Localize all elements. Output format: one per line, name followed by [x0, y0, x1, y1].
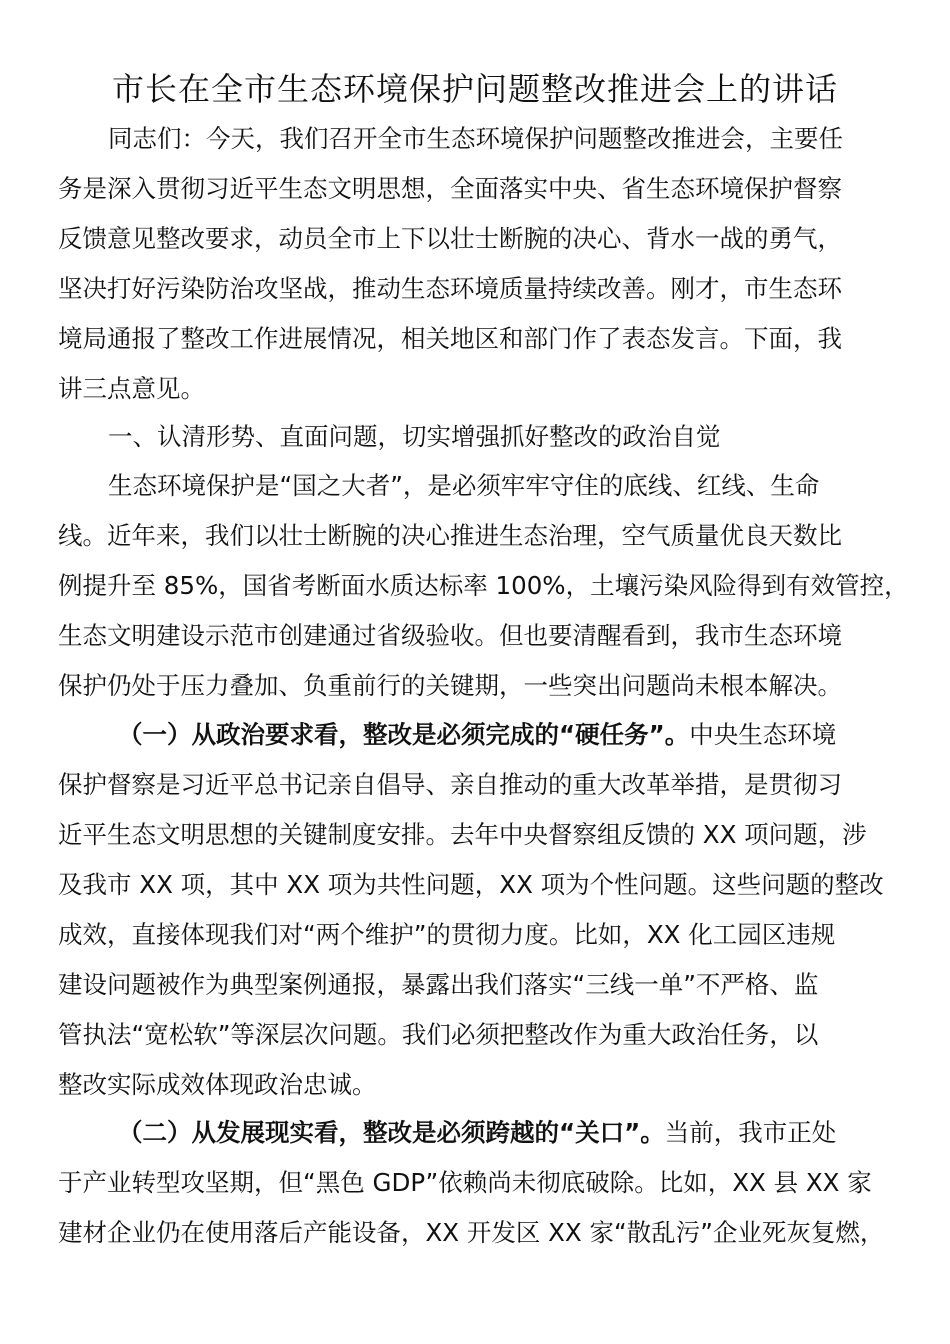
- subheading-line: [118, 1108, 836, 1158]
- subheading-rest: 当前，我市正处: [664, 1118, 837, 1147]
- paragraph-line: 整改实际成效体现政治忠诚。: [58, 1070, 377, 1099]
- subheading-line: [118, 710, 836, 760]
- paragraph-line: 线。近年来，我们以壮士断腕的决心推进生态治理，空气质量优良天数比: [58, 521, 842, 550]
- paragraph-line: 管执法“宽松软”等深层次问题。我们必须把整改作为重大政治任务，以: [58, 1020, 819, 1049]
- paragraph-line: 生态环境保护是“国之大者”，是必须牢牢守住的底线、红线、生命: [108, 471, 820, 500]
- paragraph-line: 保护督察是习近平总书记亲自倡导、亲自推动的重大改革举措，是贯彻习: [58, 770, 842, 799]
- paragraph-line: 成效，直接体现我们对“两个维护”的贯彻力度。比如，XX 化工园区违规: [58, 920, 836, 949]
- subheading-bold: （一）从政治要求看，整改是必须完成的“硬任务”。: [118, 720, 690, 749]
- paragraph-line: 近平生态文明思想的关键制度安排。去年中央督察组反馈的 XX 项问题，涉: [58, 820, 867, 849]
- paragraph-line: 于产业转型攻坚期，但“黑色 GDP”依赖尚未彻底破除。比如，XX 县 XX 家: [58, 1168, 872, 1197]
- subheading-bold: （二）从发展现实看，整改是必须跨越的“关口”。: [118, 1118, 665, 1147]
- paragraph-line: 生态文明建设示范市创建通过省级验收。但也要清醒看到，我市生态环境: [58, 621, 842, 650]
- paragraph-line: 境局通报了整改工作进展情况，相关地区和部门作了表态发言。下面，我: [58, 324, 842, 353]
- paragraph-line: 反馈意见整改要求，动员全市上下以壮士断腕的决心、背水一战的勇气，: [58, 224, 842, 253]
- paragraph-line: 务是深入贯彻习近平生态文明思想，全面落实中央、省生态环境保护督察: [58, 174, 842, 203]
- page-title: 市长在全市生态环境保护问题整改推进会上的讲话: [111, 70, 838, 108]
- paragraph-line: 坚决打好污染防治攻坚战，推动生态环境质量持续改善。刚才，市生态环: [58, 274, 842, 303]
- paragraph-line: 建材企业仍在使用落后产能设备，XX 开发区 XX 家“散乱污”企业死灰复燃，: [58, 1218, 885, 1247]
- paragraph-line: 保护仍处于压力叠加、负重前行的关键期，一些突出问题尚未根本解决。: [58, 671, 842, 700]
- paragraph-line: 例提升至 85%，国省考断面水质达标率 100%，土壤污染风险得到有效管控，: [58, 571, 909, 600]
- paragraph-line: 建设问题被作为典型案例通报，暴露出我们落实“三线一单”不严格、监: [58, 970, 819, 999]
- paragraph-line: 讲三点意见。: [58, 374, 205, 403]
- paragraph-line: 及我市 XX 项，其中 XX 项为共性问题，XX 项为个性问题。这些问题的整改: [58, 870, 884, 899]
- subheading-rest: 中央生态环境: [689, 720, 837, 749]
- paragraph-line: 同志们：今天，我们召开全市生态环境保护问题整改推进会，主要任: [108, 124, 843, 153]
- section-heading: 一、认清形势、直面问题，切实增强抓好整改的政治自觉: [108, 422, 721, 451]
